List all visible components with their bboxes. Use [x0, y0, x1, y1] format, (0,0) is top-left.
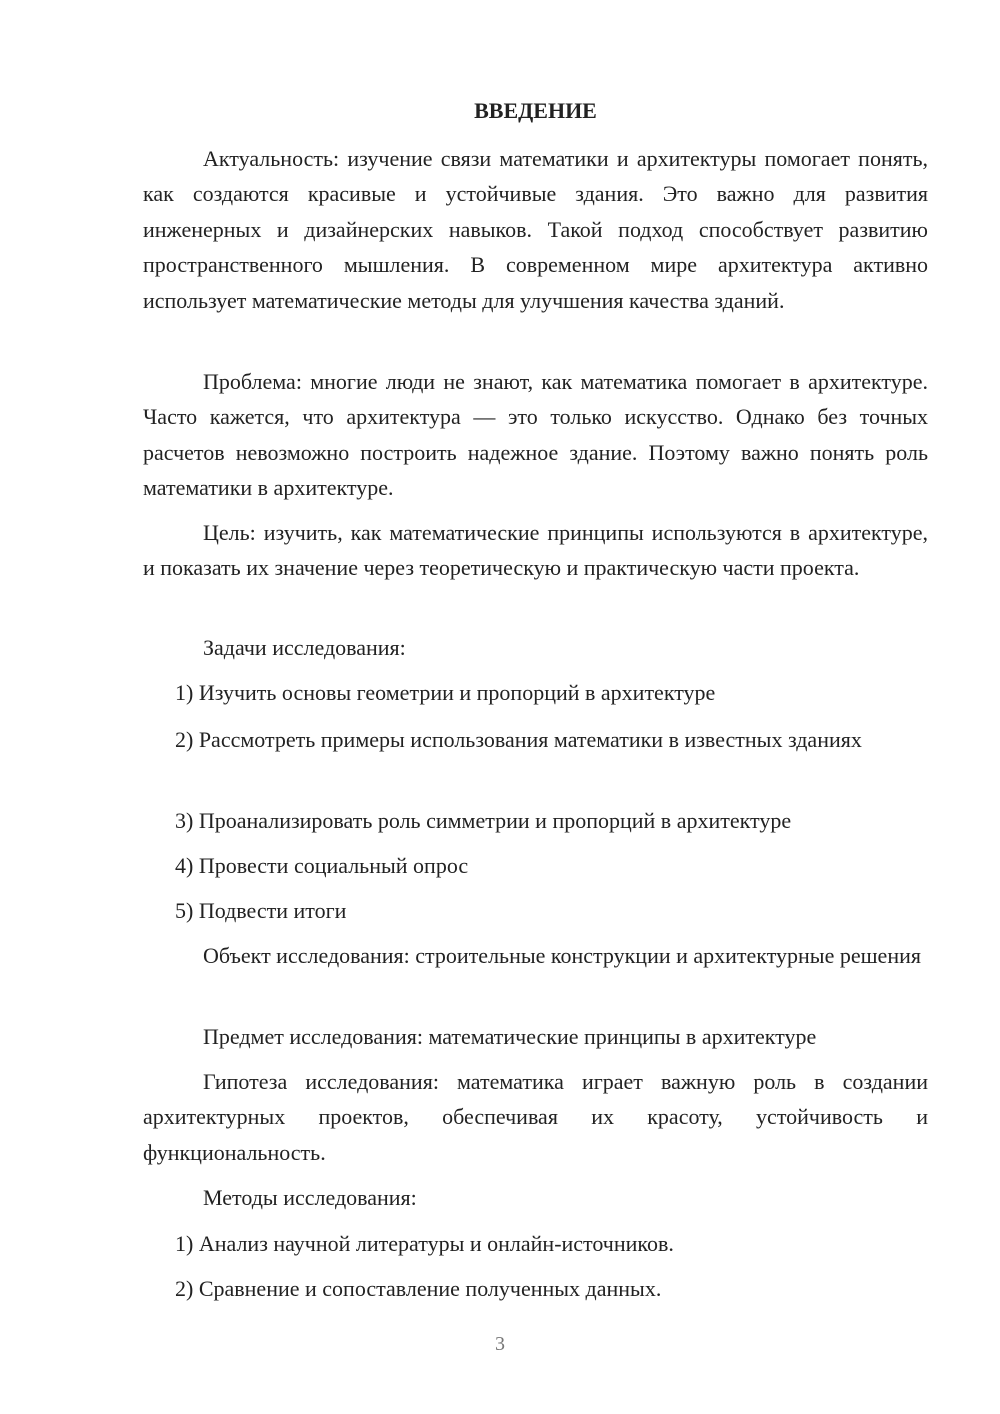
- list-item-task-4: 4) Провести социальный опрос: [175, 853, 469, 878]
- list-item-task-5: 5) Подвести итоги: [175, 898, 347, 923]
- list-item-task-3: 3) Проанализировать роль симметрии и пропорций в архитектуре: [175, 808, 792, 833]
- list-item-task-1: 1) Изучить основы геометрии и пропорций в архитектуре: [175, 680, 716, 705]
- paragraph-methods-heading: Методы исследования:: [203, 1185, 417, 1210]
- page-title: ВВЕДЕНИЕ: [474, 98, 597, 123]
- paragraph-subject: Предмет исследования: математические принципы в архитектуре: [203, 1024, 817, 1049]
- paragraph-tasks-heading: Задачи исследования:: [203, 635, 406, 660]
- list-item-task-2: 2) Рассмотреть примеры использования математики в известных зданиях: [175, 727, 862, 752]
- paragraph-object: Объект исследования: строительные конструкции и архитектурные решения: [203, 943, 921, 968]
- paragraph-relevance: Актуальность: изучение связи математики и архитектуры помогает понять, как создаются красивые и устойчивые здания. Это важно для развития инженерных и дизайнерских навыков. Такой подход способствует развитию пространственного мышления. В современном мире архитектура активно использует математические методы для улучшения качества зданий.: [143, 146, 928, 313]
- paragraph-hypothesis: Гипотеза исследования: математика играет важную роль в создании архитектурных проектов, обеспечивая их красоту, устойчивость и функциональность.: [143, 1069, 928, 1165]
- paragraph-goal: Цель: изучить, как математические принципы используются в архитектуре, и показать их значение через теоретическую и практическую части проекта.: [143, 520, 928, 581]
- list-item-method-1: 1) Анализ научной литературы и онлайн-источников.: [175, 1231, 674, 1256]
- list-item-method-2: 2) Сравнение и сопоставление полученных данных.: [175, 1276, 662, 1301]
- paragraph-problem: Проблема: многие люди не знают, как математика помогает в архитектуре. Часто кажется, что архитектура — это только искусство. Однако без точных расчетов невозможно построить надежное здание. Поэтому важно понять роль математики в архитектуре.: [143, 369, 928, 501]
- page-number: 3: [495, 1333, 505, 1355]
